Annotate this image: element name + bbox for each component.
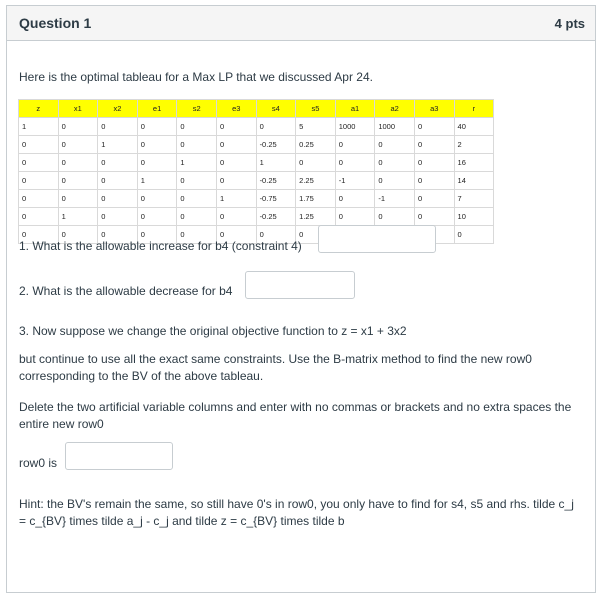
- tableau-header-cell: a1: [335, 100, 375, 118]
- tableau-cell: 1: [177, 154, 217, 172]
- tableau-cell: 0: [256, 118, 296, 136]
- optimal-tableau: [18, 99, 494, 244]
- tableau-cell: 0: [375, 208, 415, 226]
- tableau-cell: 0: [414, 136, 454, 154]
- tableau-cell: 1: [98, 136, 138, 154]
- tableau-row: [19, 154, 494, 172]
- tableau-header-row: [19, 100, 494, 118]
- q3-instructions: but continue to use all the exact same constraints. Use the B-matrix method to find the new row0 corresponding to the BV of the above tableau.: [19, 352, 532, 383]
- tableau-cell: 0: [58, 226, 98, 244]
- tableau-cell: 0: [98, 172, 138, 190]
- tableau-cell: 10: [454, 208, 494, 226]
- tableau-cell: 0: [414, 190, 454, 208]
- tableau-cell: 0: [98, 154, 138, 172]
- tableau-row: [19, 208, 494, 226]
- tableau-cell: 16: [454, 154, 494, 172]
- tableau-cell: 0: [414, 208, 454, 226]
- tableau-cell: 0: [137, 190, 177, 208]
- tableau-cell: 0: [256, 226, 296, 244]
- tableau-cell: 0: [335, 208, 375, 226]
- tableau-cell: 0: [454, 226, 494, 244]
- tableau-cell: 0: [19, 190, 59, 208]
- tableau-row: [19, 190, 494, 208]
- tableau-cell: 1: [58, 208, 98, 226]
- tableau-cell: 0: [58, 136, 98, 154]
- q3-format-note: Delete the two artificial variable columns and enter with no commas or brackets and no extra spaces the entire new row0: [19, 400, 572, 431]
- tableau-cell: 0: [375, 136, 415, 154]
- tableau-row: [19, 136, 494, 154]
- tableau-cell: 0: [335, 190, 375, 208]
- hint-text: Hint: the BV's remain the same, so still have 0's in row0, you only have to find for s4, s5 and rhs. tilde c_j = c_{BV} times tilde a_j - c_j and tilde z = c_{BV} times tilde b: [19, 497, 574, 528]
- tableau-cell: 0: [137, 226, 177, 244]
- tableau-cell: 0: [58, 118, 98, 136]
- tableau-row: [19, 172, 494, 190]
- tableau-cell: 2.25: [296, 172, 336, 190]
- tableau-cell: 0: [375, 154, 415, 172]
- tableau-cell: 1: [137, 172, 177, 190]
- q1-answer-input[interactable]: [318, 225, 436, 253]
- tableau-cell: -1: [335, 172, 375, 190]
- tableau-header-cell: a3: [414, 100, 454, 118]
- tableau-cell: 1: [216, 190, 256, 208]
- tableau-cell: 0: [177, 136, 217, 154]
- q3-intro: 3. Now suppose we change the original objective function to z = x1 + 3x2: [19, 324, 407, 338]
- tableau-header-cell: z: [19, 100, 59, 118]
- tableau-cell: 0: [19, 136, 59, 154]
- question-points: 4 pts: [554, 15, 585, 31]
- tableau-cell: -0.25: [256, 172, 296, 190]
- q2-label: 2. What is the allowable decrease for b4: [19, 284, 233, 298]
- tableau-cell: 0: [58, 154, 98, 172]
- tableau-cell: 0: [177, 190, 217, 208]
- tableau-row: [19, 118, 494, 136]
- tableau-cell: -0.75: [256, 190, 296, 208]
- tableau-cell: 0: [98, 190, 138, 208]
- tableau-cell: 0: [216, 208, 256, 226]
- tableau-header-cell: e1: [137, 100, 177, 118]
- tableau-cell: 0: [335, 154, 375, 172]
- tableau-cell: 0: [137, 154, 177, 172]
- tableau-cell: 0: [19, 172, 59, 190]
- tableau-cell: 0: [177, 118, 217, 136]
- tableau-cell: -1: [375, 190, 415, 208]
- tableau-cell: 0: [98, 208, 138, 226]
- tableau-cell: 0: [216, 172, 256, 190]
- row0-label: row0 is: [19, 456, 58, 470]
- tableau-cell: 0: [177, 172, 217, 190]
- tableau-cell: 1000: [375, 118, 415, 136]
- tableau-cell: 0: [296, 226, 336, 244]
- tableau-cell: 0: [296, 154, 336, 172]
- row0-answer-input[interactable]: [65, 442, 173, 470]
- tableau-cell: 40: [454, 118, 494, 136]
- tableau-cell: 0: [58, 172, 98, 190]
- tableau-header-cell: s4: [256, 100, 296, 118]
- tableau-header-cell: r: [454, 100, 494, 118]
- tableau-cell: 14: [454, 172, 494, 190]
- tableau-header-cell: s5: [296, 100, 336, 118]
- tableau-cell: -0.25: [256, 136, 296, 154]
- tableau-cell: 0.25: [296, 136, 336, 154]
- tableau-cell: 5: [296, 118, 336, 136]
- tableau-cell: 0: [414, 154, 454, 172]
- tableau-cell: 1: [19, 118, 59, 136]
- question-header: [7, 6, 595, 41]
- tableau-cell: 0: [98, 226, 138, 244]
- tableau-cell: 0: [58, 190, 98, 208]
- tableau-cell: 0: [137, 118, 177, 136]
- tableau-cell: -0.25: [256, 208, 296, 226]
- tableau-cell: 0: [375, 172, 415, 190]
- tableau-cell: 0: [137, 136, 177, 154]
- tableau-header-cell: x2: [98, 100, 138, 118]
- tableau-cell: 0: [19, 154, 59, 172]
- tableau-cell: 1000: [335, 118, 375, 136]
- tableau-cell: 1.25: [296, 208, 336, 226]
- tableau-cell: 0: [414, 118, 454, 136]
- intro-text: Here is the optimal tableau for a Max LP that we discussed Apr 24.: [19, 70, 373, 84]
- tableau-cell: 7: [454, 190, 494, 208]
- q2-answer-input[interactable]: [245, 271, 355, 299]
- tableau-cell: 0: [216, 118, 256, 136]
- q1-label: 1. What is the allowable increase for b4 (constraint 4): [19, 239, 302, 253]
- tableau-header-cell: e3: [216, 100, 256, 118]
- tableau-cell: 0: [137, 208, 177, 226]
- tableau-header-cell: s2: [177, 100, 217, 118]
- tableau-cell: 0: [216, 154, 256, 172]
- tableau-cell: 0: [98, 118, 138, 136]
- tableau-cell: 0: [177, 226, 217, 244]
- tableau-cell: 2: [454, 136, 494, 154]
- question-card: [6, 5, 596, 593]
- tableau-cell: 1.75: [296, 190, 336, 208]
- tableau-cell: 0: [335, 136, 375, 154]
- tableau-header-cell: a2: [375, 100, 415, 118]
- question-title: Question 1: [19, 15, 92, 31]
- tableau-cell: 0: [216, 226, 256, 244]
- tableau-cell: 0: [19, 208, 59, 226]
- tableau-cell: 0: [177, 208, 217, 226]
- tableau-cell: 1: [256, 154, 296, 172]
- tableau-header-cell: x1: [58, 100, 98, 118]
- tableau-cell: 0: [414, 172, 454, 190]
- tableau-cell: 0: [19, 226, 59, 244]
- tableau-cell: 0: [216, 136, 256, 154]
